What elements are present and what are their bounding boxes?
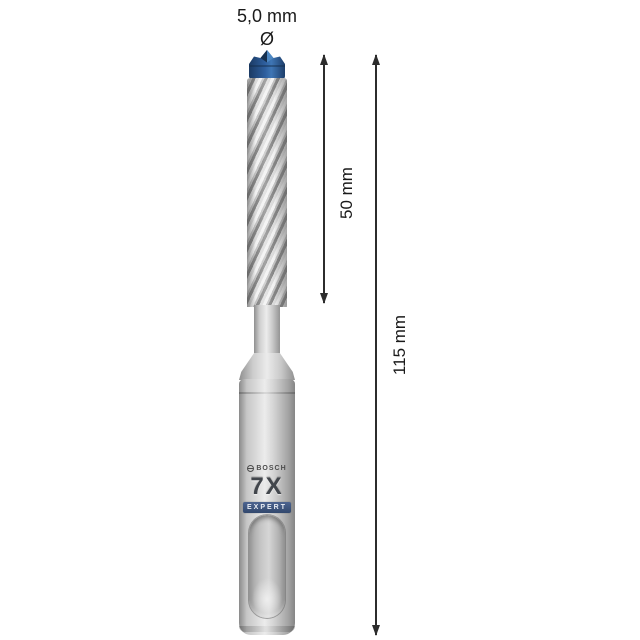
sds-shank (239, 379, 295, 635)
working-length-label: 50 mm (337, 167, 356, 219)
drill-neck (254, 305, 280, 355)
series-label: 7X (250, 473, 284, 500)
carbide-tip (247, 49, 287, 80)
shank-bottom-chamfer (239, 626, 295, 632)
dimension-line-total-length (375, 55, 377, 635)
arrow-down-icon (320, 293, 328, 304)
dimension-line-working-length (323, 55, 325, 303)
brand-name: BOSCH (256, 465, 287, 472)
arrow-down-icon (372, 625, 380, 636)
bosch-logo (239, 465, 295, 472)
shank-ridge (239, 392, 295, 394)
bosch-armature-icon (247, 465, 254, 472)
diameter-annotation (237, 5, 297, 51)
diameter-value: 5,0 mm (236, 6, 298, 26)
total-length-label: 115 mm (390, 314, 409, 376)
arrow-up-icon (372, 54, 380, 65)
cone-transition (239, 353, 295, 380)
sds-plus-groove (249, 515, 285, 618)
spiral-flute (247, 78, 287, 307)
diameter-symbol: Ø (259, 29, 275, 49)
arrow-up-icon (320, 54, 328, 65)
expert-band-label: EXPERT (243, 502, 291, 513)
